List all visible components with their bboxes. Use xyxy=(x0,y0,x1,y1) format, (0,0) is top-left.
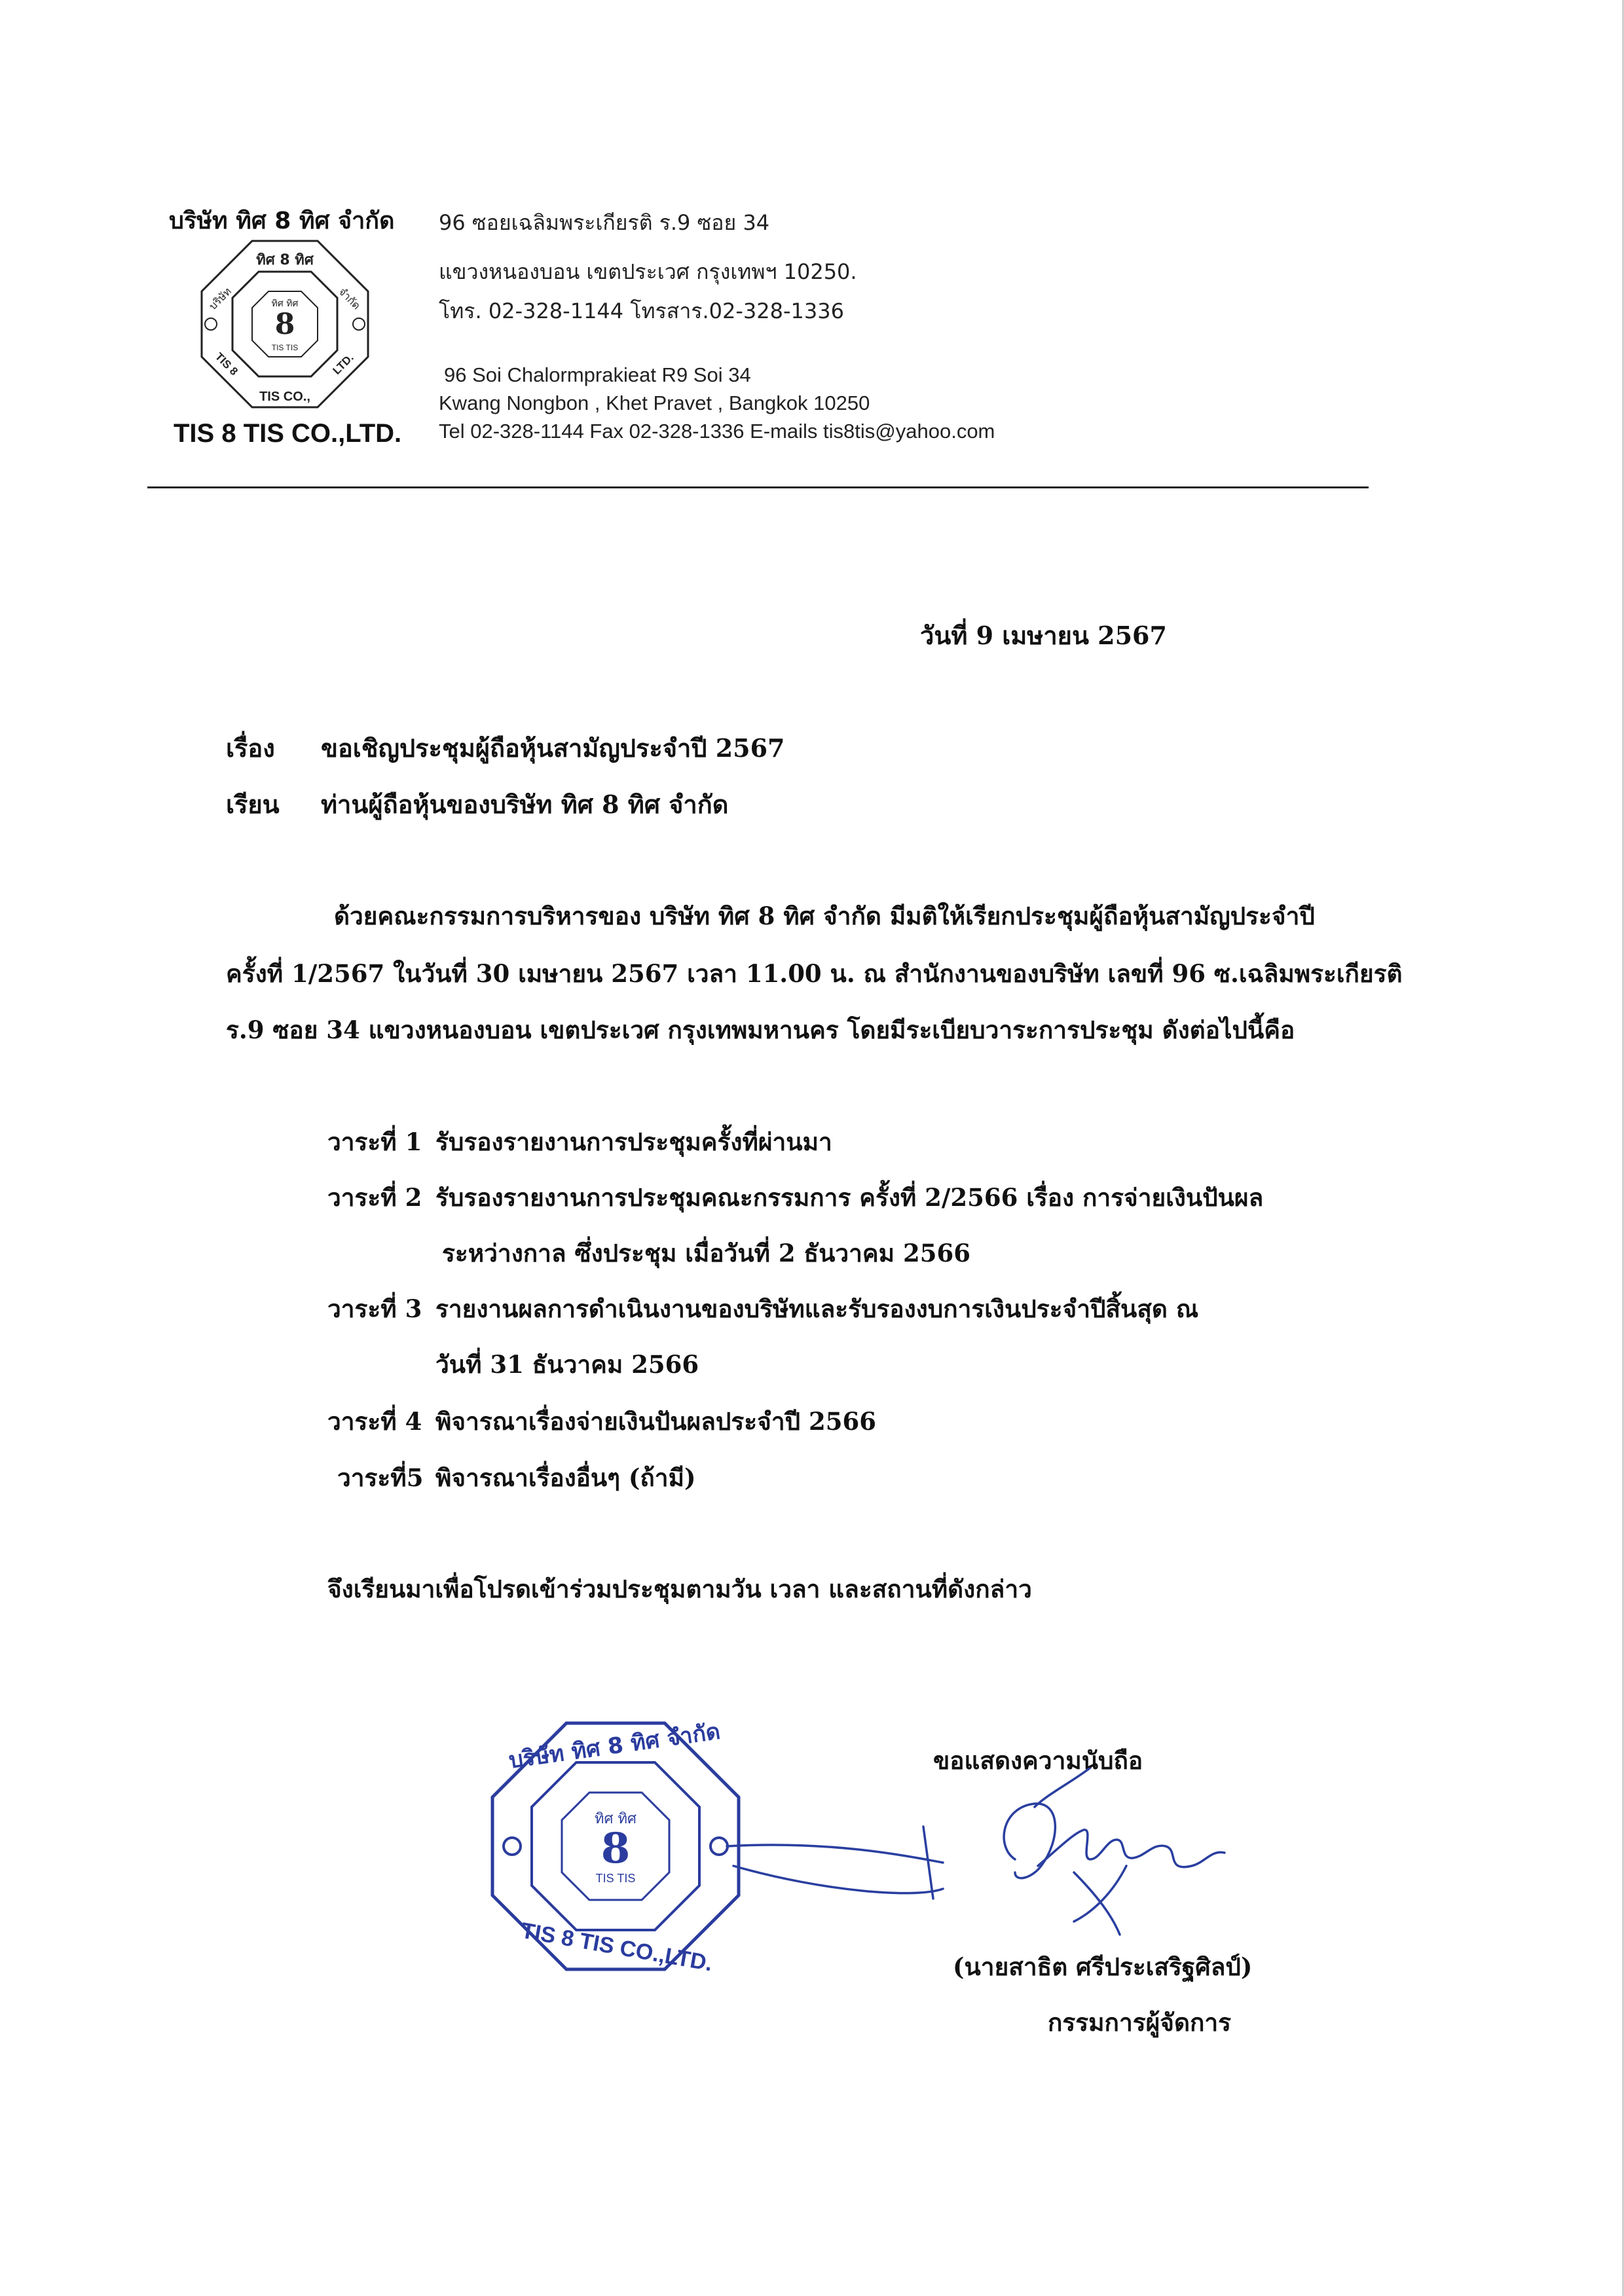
agenda-1-text: รับรองรายงานการประชุมครั้งที่ผ่านมา xyxy=(435,1127,832,1156)
svg-text:บริษัท ทิศ 8 ทิศ จำกัด: บริษัท ทิศ 8 ทิศ จำกัด xyxy=(507,1718,722,1774)
agenda-2-text-cont: ระหว่างกาล ซึ่งประชุม เมื่อวันที่ 2 ธันวาคม 2566 xyxy=(442,1239,970,1267)
svg-text:บริษัท: บริษัท xyxy=(206,285,234,312)
address-en-line-1: 96 Soi Chalormprakieat R9 Soi 34 xyxy=(444,363,751,386)
agenda-2-text: รับรองรายงานการประชุมคณะกรรมการ ครั้งที่ 2/2566 เรื่อง การจ่ายเงินปันผล xyxy=(435,1183,1264,1212)
svg-text:TIS TIS: TIS TIS xyxy=(271,343,299,352)
signatory-name: (นายสาธิต ศรีประเสริฐศิลป์) xyxy=(953,1952,1253,1981)
letter-date: วันที่ 9 เมษายน 2567 xyxy=(920,621,1167,650)
svg-text:จำกัด: จำกัด xyxy=(336,285,363,312)
address-en-line-2: Kwang Nongbon , Khet Pravet , Bangkok 10250 xyxy=(439,392,870,414)
svg-text:TIS 8: TIS 8 xyxy=(212,350,240,378)
closing-text: จึงเรียนมาเพื่อโปรดเข้าร่วมประชุมตามวัน เวลา และสถานที่ดังกล่าว xyxy=(327,1575,1032,1603)
agenda-4-text: พิจารณาเรื่องจ่ายเงินปันผลประจำปี 2566 xyxy=(435,1407,876,1436)
svg-text:8: 8 xyxy=(274,308,295,341)
address-th-line-1: 96 ซอยเฉลิมพระเกียรติ ร.9 ซอย 34 xyxy=(439,210,770,235)
agenda-4-label: วาระที่ 4 xyxy=(327,1407,422,1436)
agenda-3-label: วาระที่ 3 xyxy=(327,1294,422,1323)
recipient-text: ท่านผู้ถือหุ้นของบริษัท ทิศ 8 ทิศ จำกัด xyxy=(321,790,729,819)
agenda-3-text: รายงานผลการดำเนินงานของบริษัทและรับรองงบการเงินประจำปีสิ้นสุด ณ xyxy=(435,1294,1199,1323)
agenda-5-label: วาระที่5 xyxy=(337,1463,424,1492)
svg-text:ทิศ ทิศ: ทิศ ทิศ xyxy=(271,299,299,309)
svg-text:TIS TIS: TIS TIS xyxy=(595,1872,636,1885)
subject-text: ขอเชิญประชุมผู้ถือหุ้นสามัญประจำปี 2567 xyxy=(321,733,785,763)
header-divider xyxy=(147,486,1369,488)
body-line-1: ด้วยคณะกรรมการบริหารของ บริษัท ทิศ 8 ทิศ จำกัด มีมติให้เรียกประชุมผู้ถือหุ้นสามัญประจำปี xyxy=(334,902,1315,930)
company-name-th: บริษัท ทิศ 8 ทิศ จำกัด xyxy=(169,208,395,234)
address-th-line-3: โทร. 02-328-1144 โทรสาร.02-328-1336 xyxy=(439,299,844,323)
signature-closing: ขอแสดงความนับถือ xyxy=(933,1746,1143,1775)
company-logo xyxy=(196,236,373,412)
agenda-3-text-cont: วันที่ 31 ธันวาคม 2566 xyxy=(435,1350,699,1379)
company-name-en: TIS 8 TIS CO.,LTD. xyxy=(174,419,402,448)
svg-text:TIS 8 TIS CO.,LTD.: TIS 8 TIS CO.,LTD. xyxy=(519,1918,714,1977)
body-line-3: ร.9 ซอย 34 แขวงหนองบอน เขตประเวศ กรุงเทพมหานคร โดยมีระเบียบวาระการประชุม ดังต่อไปนี้คือ xyxy=(226,1015,1295,1044)
agenda-1-label: วาระที่ 1 xyxy=(327,1127,422,1156)
address-en-line-3: Tel 02-328-1144 Fax 02-328-1336 E-mails tis8tis@yahoo.com xyxy=(439,420,995,443)
recipient-label: เรียน xyxy=(226,790,280,819)
agenda-2-label: วาระที่ 2 xyxy=(327,1183,422,1212)
svg-text:ทิศ ทิศ: ทิศ ทิศ xyxy=(595,1811,637,1827)
agenda-5-text: พิจารณาเรื่องอื่นๆ (ถ้ามี) xyxy=(435,1463,696,1492)
signatory-title: กรรมการผู้จัดการ xyxy=(1048,2008,1232,2037)
address-th-line-2: แขวงหนองบอน เขตประเวศ กรุงเทพฯ 10250. xyxy=(439,259,857,284)
svg-text:TIS CO.,: TIS CO., xyxy=(259,390,310,404)
svg-text:ทิศ 8 ทิศ: ทิศ 8 ทิศ xyxy=(256,252,314,268)
handwritten-signature xyxy=(707,1768,1244,1938)
subject-label: เรื่อง xyxy=(226,733,275,763)
body-line-2: ครั้งที่ 1/2567 ในวันที่ 30 เมษายน 2567 เวลา 11.00 น. ณ สำนักงานของบริษัท เลขที่ 96 ซ.เฉลิมพระเกียรติ xyxy=(226,959,1403,988)
svg-text:8: 8 xyxy=(600,1824,631,1873)
svg-text:LTD.: LTD. xyxy=(330,351,356,377)
